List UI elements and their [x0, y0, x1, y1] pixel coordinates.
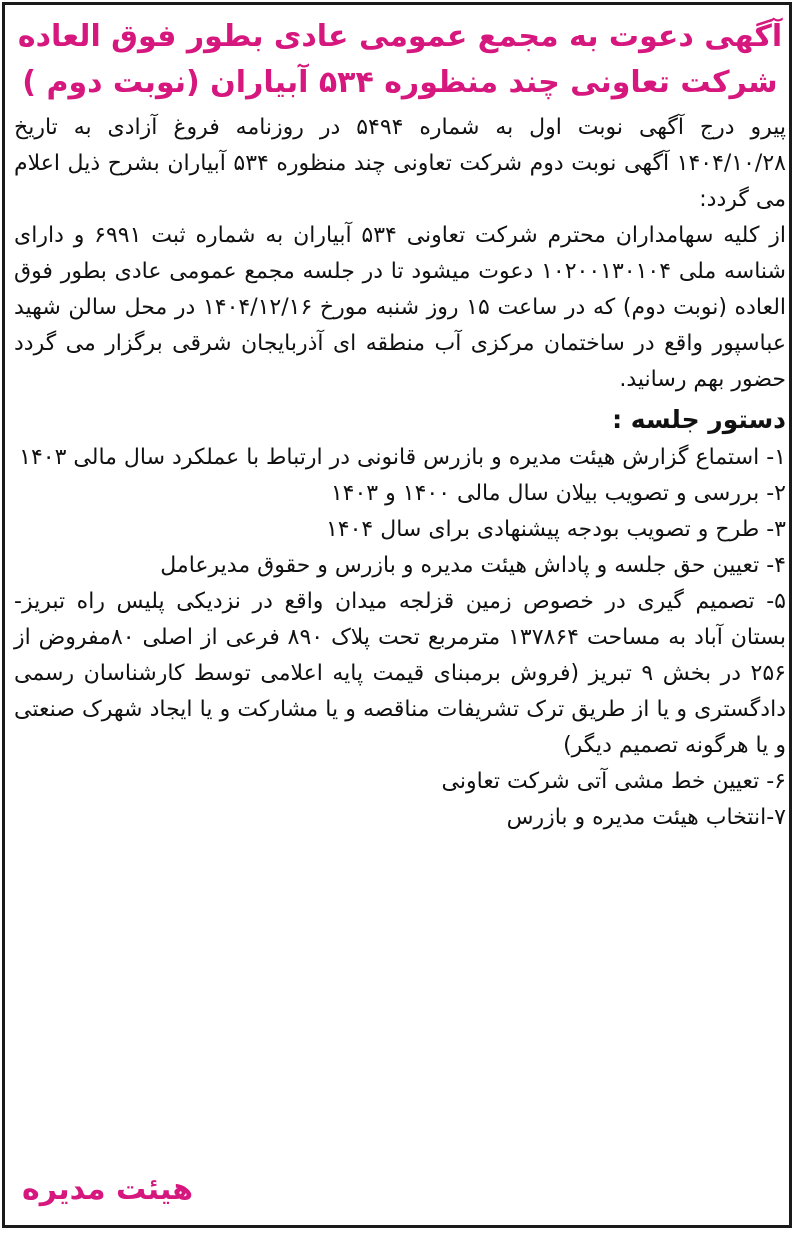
notice-title-line-1: آگهی دعوت به مجمع عمومی عادی بطور فوق العاده — [17, 19, 783, 54]
invitation-paragraph: از کلیه سهامداران محترم شرکت تعاونی ۵۳۴ آبیاران به شماره ثبت ۶۹۹۱ و دارای شناسه ملی ۱۰۲۰۰۱۳۰۱۰۴ دعوت میشود تا در جلسه مجمع عمومی عادی بطور فوق العاده (نوبت دوم) که در ساعت ۱۵ روز شنبه مورخ ۱۴۰۴/۱۲/۱۶ در محل سالن شهید عباسپور واقع در ساختمان مرکزی آب منطقه ای آذربایجان شرقی برگزار می گردد حضور بهم رسانید. — [14, 223, 787, 392]
agenda-item-4: ۴- تعیین حق جلسه و پاداش هیئت مدیره و بازرس و حقوق مدیرعامل — [160, 553, 786, 578]
notice-body — [14, 110, 786, 836]
agenda-item-2: ۲- بررسی و تصویب بیلان سال مالی ۱۴۰۰ و ۱۴۰۳ — [330, 481, 786, 506]
notice-title-line-2: شرکت تعاونی چند منظوره ۵۳۴ آبیاران (نوبت دوم ) — [22, 65, 778, 100]
notice-document — [14, 14, 786, 836]
intro-paragraph: پیرو درج آگهی نوبت اول به شماره ۵۴۹۴ در روزنامه فروغ آزادی به تاریخ ۱۴۰۴/۱۰/۲۸ آگهی نوبت دوم شرکت تعاونی چند منظوره ۵۳۴ آبیاران بشرح ذیل اعلام می گردد: — [14, 115, 786, 212]
agenda-item-1: ۱- استماع گزارش هیئت مدیره و بازرس قانونی در ارتباط با عملکرد سال مالی ۱۴۰۳ — [19, 445, 786, 470]
agenda-item-6: ۶- تعیین خط مشی آتی شرکت تعاونی — [441, 769, 786, 794]
agenda-item-5: ۵- تصمیم گیری در خصوص زمین قزلجه میدان واقع در نزدیکی پلیس راه تبریز- بستان آباد به مساحت ۱۳۷۸۶۴ مترمربع تحت پلاک ۸۹۰ فرعی از اصلی ۸۰مفروض از ۲۵۶ در بخش ۹ تبریز (فروش برمبنای قیمت پایه اعلامی توسط کارشناسان رسمی دادگستری و یا از طریق ترک تشریفات مناقصه و یا مشارکت و یا ایجاد شهرک صنعتی و یا هرگونه تصمیم دیگر) — [14, 589, 786, 758]
agenda-item-7: ۷-انتخاب هیئت مدیره و بازرس — [506, 805, 786, 830]
board-signature: هیئت مدیره — [22, 1172, 194, 1207]
agenda-heading: دستور جلسه : — [612, 405, 786, 434]
agenda-item-3: ۳- طرح و تصویب بودجه پیشنهادی برای سال ۱۴۰۴ — [325, 517, 786, 542]
